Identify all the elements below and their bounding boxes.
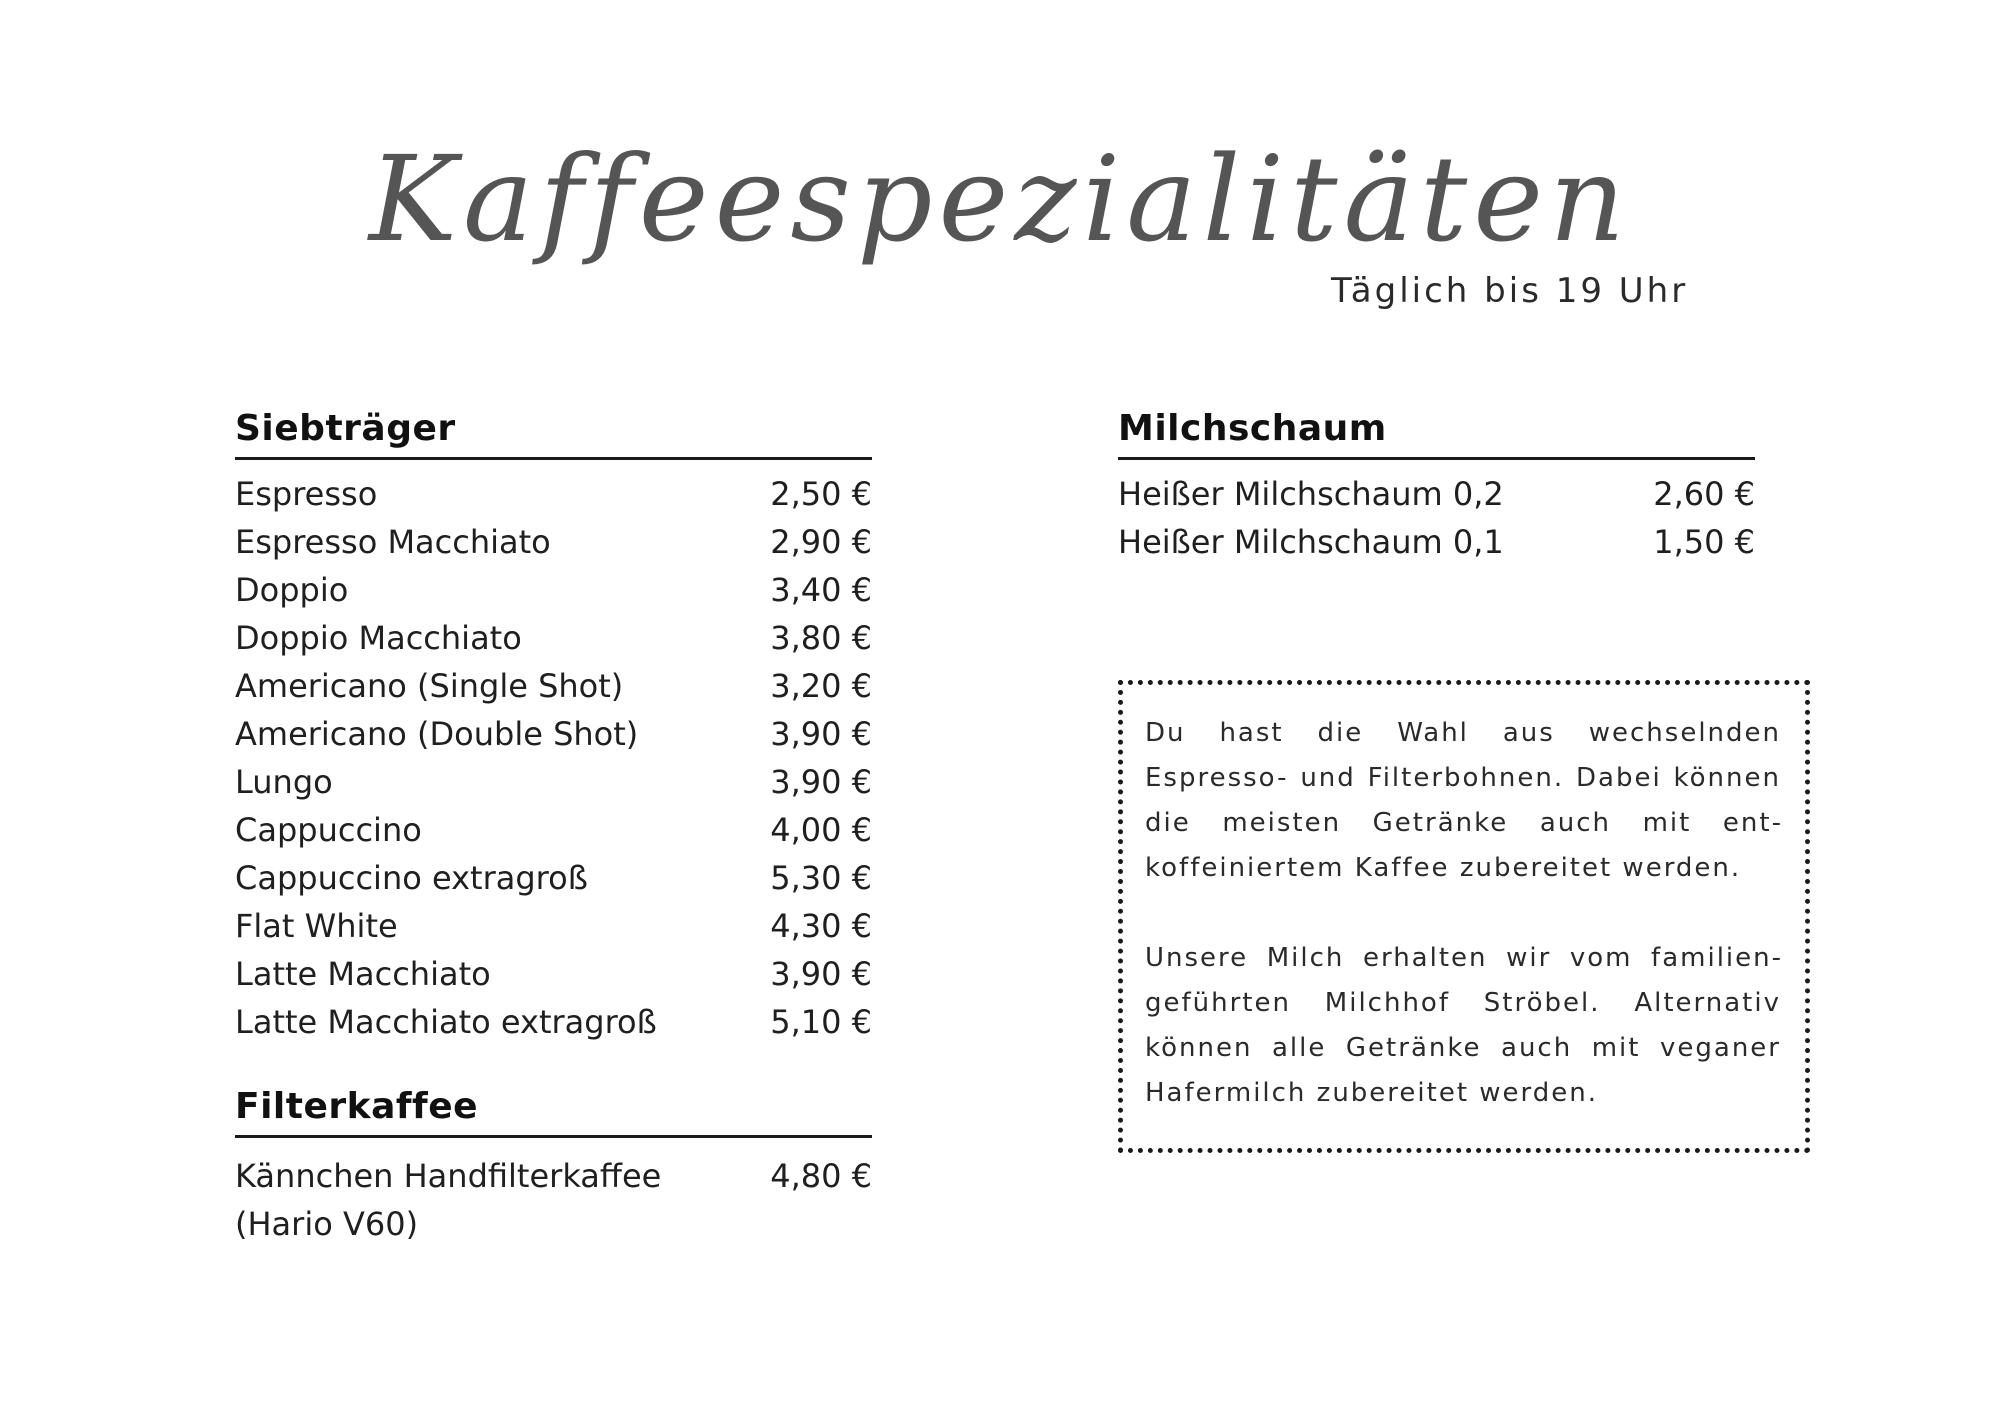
item-list [235,1152,872,1248]
menu-item [235,950,872,998]
section-siebtraeger [235,408,872,1046]
menu-item [235,566,872,614]
item-name: Cappuccino extragroß [235,859,588,897]
menu-item [1118,470,1755,518]
menu-item [235,854,872,902]
section-milchschaum [1118,408,1755,566]
menu-item [235,470,872,518]
item-name: Americano (Single Shot) [235,667,624,705]
menu-item [235,806,872,854]
item-price: 1,50 € [1653,523,1755,561]
section-header: Milchschaum [1118,408,1755,460]
item-price: 4,30 € [770,907,872,945]
section-filterkaffee [235,1086,872,1248]
item-list [235,470,872,1046]
item-price: 2,90 € [770,523,872,561]
section-header: Siebträger [235,408,872,460]
item-name: Heißer Milchschaum 0,2 [1118,475,1504,513]
item-price: 5,10 € [770,1003,872,1041]
item-price: 2,50 € [770,475,872,513]
menu-item [235,998,872,1046]
item-price: 3,20 € [770,667,872,705]
item-name: Heißer Milchschaum 0,1 [1118,523,1504,561]
item-name: Espresso [235,475,378,513]
item-list [1118,470,1755,566]
item-name: Doppio [235,571,349,609]
page-title: Kaffeespezialitäten [368,130,1632,268]
menu-item [235,518,872,566]
menu-item [235,710,872,758]
item-price: 4,00 € [770,811,872,849]
item-name: Americano (Double Shot) [235,715,639,753]
menu-item [1118,518,1755,566]
info-box [1118,680,1810,1153]
item-price: 3,90 € [770,715,872,753]
menu-item [235,1152,872,1248]
item-name: Doppio Macchiato [235,619,522,657]
menu-item [235,902,872,950]
info-paragraph-milk: Unsere Milch erhalten wir vom familiengeführten Milchhof Ströbel. Alternativ können alle Getränke auch mit veganer Hafermilch zubereitet werden. [1145,943,1781,1108]
menu-item [235,662,872,710]
item-name: Espresso Macchiato [235,523,551,561]
item-price: 3,40 € [770,571,872,609]
menu-item [235,758,872,806]
item-name: Latte Macchiato [235,955,491,993]
item-name: Latte Macchiato extragroß [235,1003,657,1041]
menu-item [235,614,872,662]
item-price: 2,60 € [1653,475,1755,513]
item-price: 3,90 € [770,763,872,801]
section-header: Filterkaffee [235,1086,872,1138]
info-paragraph-beans: Du hast die Wahl aus wechselnden Espresso- und Filterbohnen. Dabei können die meisten Getränke auch mit entkoffeiniertem Kaffee zubereitet werden. [1145,718,1781,883]
item-price: 3,80 € [770,619,872,657]
item-name: Flat White [235,907,398,945]
item-name: Lungo [235,763,333,801]
opening-hours-subtitle: Täglich bis 19 Uhr [1331,271,1689,311]
item-name: Cappuccino [235,811,422,849]
item-price: 5,30 € [770,859,872,897]
item-price: 3,90 € [770,955,872,993]
item-name: Kännchen Handfilterkaffee (Hario V60) [235,1157,662,1243]
item-price: 4,80 € [770,1157,872,1195]
